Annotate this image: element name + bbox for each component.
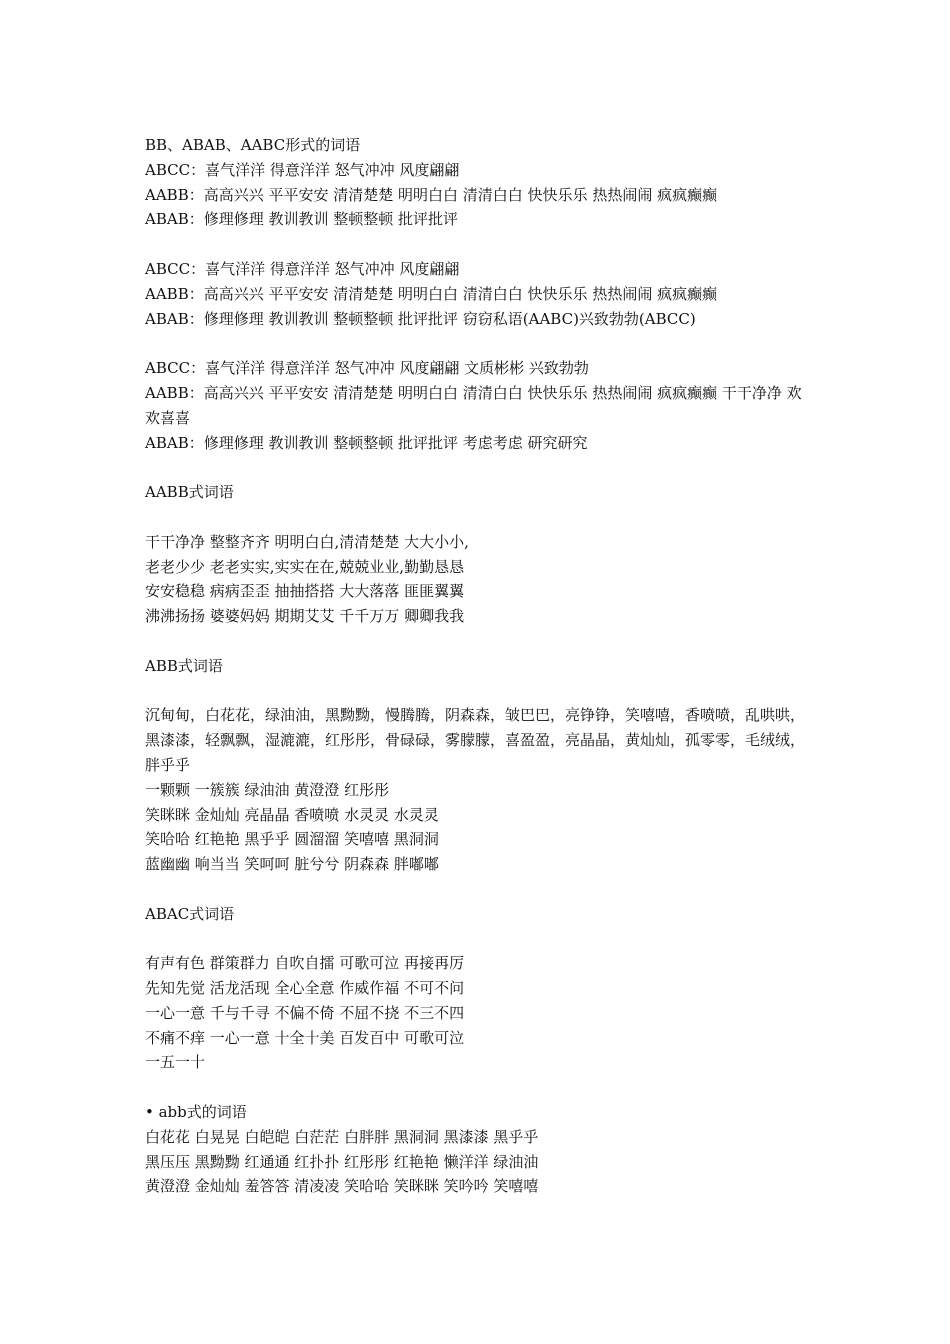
text-line: 黄澄澄 金灿灿 羞答答 清凌凌 笑哈哈 笑眯眯 笑吟吟 笑嘻嘻 xyxy=(145,1177,539,1196)
text-line: 安安稳稳 病病歪歪 抽抽搭搭 大大落落 匪匪翼翼 xyxy=(145,582,465,601)
text-line: 黑压压 黑黝黝 红通通 红扑扑 红彤彤 红艳艳 懒洋洋 绿油油 xyxy=(145,1152,539,1171)
text-line: 有声有色 群策群力 自吹自擂 可歌可泣 再接再厉 xyxy=(145,954,465,973)
text-line: AABB：高高兴兴 平平安安 清清楚楚 明明白白 清清白白 快快乐乐 热热闹闹 疯疯癫癫 干干净净 欢欢喜喜 xyxy=(145,383,802,427)
document-title: BB、ABAB、AABC形式的词语 xyxy=(145,136,361,154)
text-line: 沸沸扬扬 婆婆妈妈 期期艾艾 千千万万 卿卿我我 xyxy=(145,607,465,626)
blank-line xyxy=(145,679,815,704)
text-line: ABAB：修理修理 教训教训 整顿整顿 批评批评 xyxy=(145,210,459,229)
text-line: ABCC：喜气洋洋 得意洋洋 怒气冲冲 风度翩翩 文质彬彬 兴致勃勃 xyxy=(145,359,589,378)
text-line: ABAB：修理修理 教训教训 整顿整顿 批评批评 考虑考虑 研究研究 xyxy=(145,433,588,452)
blank-line xyxy=(145,629,815,654)
text-line: AABB：高高兴兴 平平安安 清清楚楚 明明白白 清清白白 快快乐乐 热热闹闹 疯疯癫癫 xyxy=(145,185,718,204)
blank-line xyxy=(145,331,815,356)
text-line: 笑眯眯 金灿灿 亮晶晶 香喷喷 水灵灵 水灵灵 xyxy=(145,805,439,824)
text-line: 先知先觉 活龙活现 全心全意 作威作福 不可不问 xyxy=(145,979,465,998)
document-body xyxy=(145,133,815,1199)
text-line: AABB：高高兴兴 平平安安 清清楚楚 明明白白 清清白白 快快乐乐 热热闹闹 疯疯癫癫 xyxy=(145,284,718,303)
blank-line xyxy=(145,1075,815,1100)
text-line: ABAB：修理修理 教训教训 整顿整顿 批评批评 窃窃私语(AABC)兴致勃勃(ABCC) xyxy=(145,309,696,328)
blank-line xyxy=(145,877,815,902)
section-heading-abb: ABB式词语 xyxy=(145,656,223,675)
section-heading-aabb: AABB式词语 xyxy=(145,483,234,502)
text-line: 蓝幽幽 响当当 笑呵呵 脏兮兮 阴森森 胖嘟嘟 xyxy=(145,855,439,874)
section-heading-abac: ABAC式词语 xyxy=(145,904,235,923)
text-line: 不痛不痒 一心一意 十全十美 百发百中 可歌可泣 xyxy=(145,1028,465,1047)
blank-line xyxy=(145,455,815,480)
text-line: 一心一意 千与千寻 不偏不倚 不屈不挠 不三不四 xyxy=(145,1003,465,1022)
text-line: 干干净净 整整齐齐 明明白白,清清楚楚 大大小小, xyxy=(145,532,469,551)
blank-line xyxy=(145,232,815,257)
text-line: 一颗颗 一簇簇 绿油油 黄澄澄 红彤彤 xyxy=(145,780,390,799)
text-line: 白花花 白晃晃 白皑皑 白茫茫 白胖胖 黑洞洞 黑漆漆 黑乎乎 xyxy=(145,1127,539,1146)
text-line: ABCC：喜气洋洋 得意洋洋 怒气冲冲 风度翩翩 xyxy=(145,160,460,179)
text-line: ABCC：喜气洋洋 得意洋洋 怒气冲冲 风度翩翩 xyxy=(145,259,460,278)
blank-line xyxy=(145,927,815,952)
text-line: 一五一十 xyxy=(145,1053,206,1072)
blank-line xyxy=(145,505,815,530)
text-line: 老老少少 老老实实,实实在在,兢兢业业,勤勤恳恳 xyxy=(145,557,465,576)
text-line: 笑哈哈 红艳艳 黑乎乎 圆溜溜 笑嘻嘻 黑洞洞 xyxy=(145,830,439,849)
text-paragraph: 沉甸甸，白花花，绿油油，黑黝黝，慢腾腾，阴森森，皱巴巴，亮铮铮，笑嘻嘻，香喷喷，乱哄哄，黑漆漆，轻飘飘，湿漉漉，红彤彤，骨碌碌，雾朦朦，喜盈盈，亮晶晶，黄灿灿，孤零零，毛绒绒，胖乎乎 xyxy=(145,706,806,774)
section-heading-abb-bullet: • abb式的词语 xyxy=(145,1103,247,1122)
